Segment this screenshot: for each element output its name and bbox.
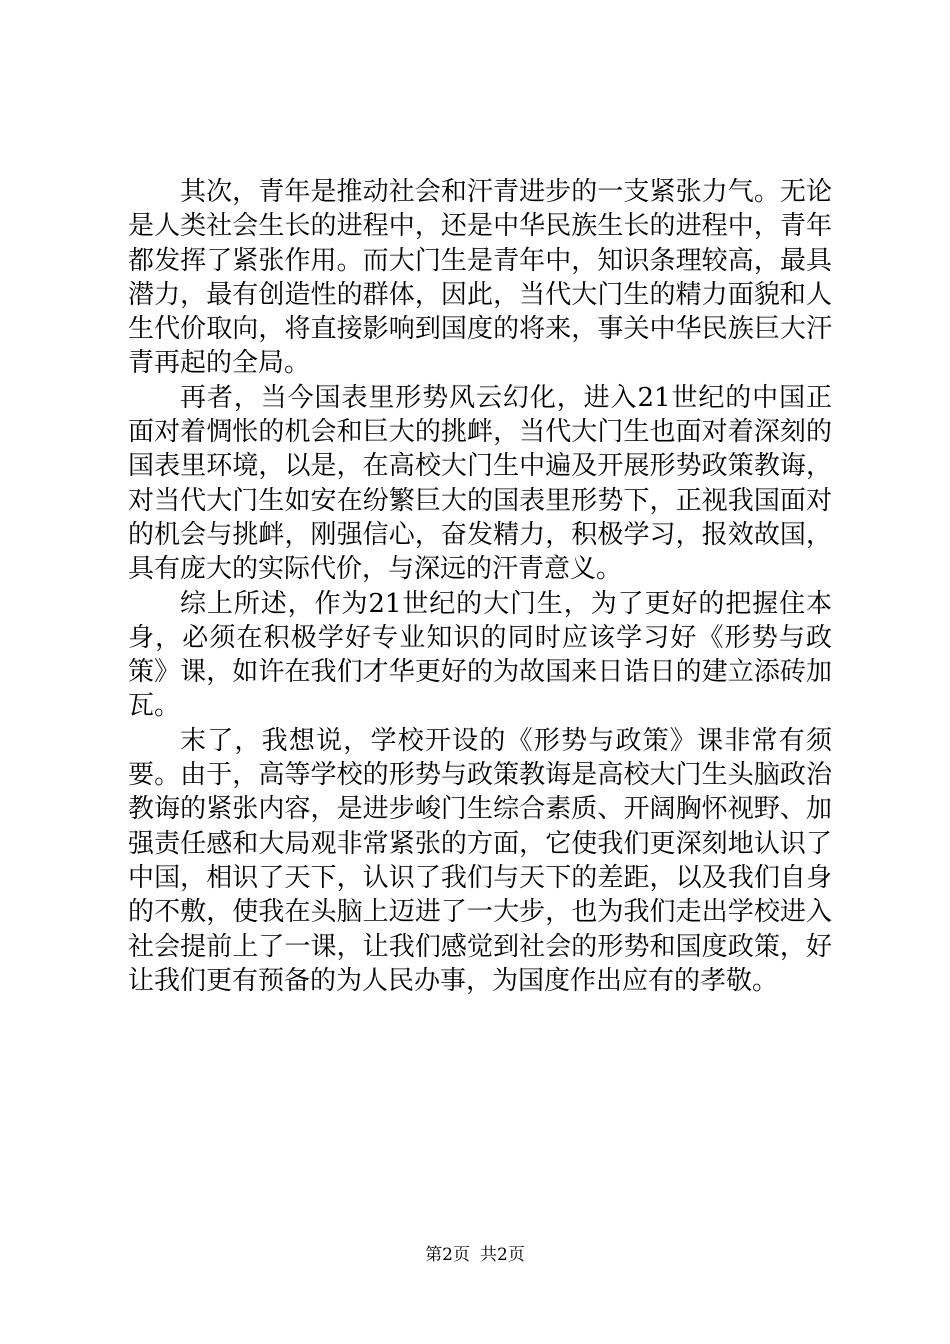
paragraph-1: 其次，青年是推动社会和汗青进步的一支紧张力气。无论是人类社会生长的进程中，还是中华民族生长的进程中，青年都发挥了紧张作用。而大门生是青年中，知识条理较高，最具潜力，最有创造性的群体，因此，当代大门生的精力面貌和人生代价取向，将直接影响到国度的将来，事关中华民族巨大汗青再起的全局。: [128, 177, 832, 379]
page-footer: [0, 1244, 950, 1266]
page-total: 共2页: [480, 1245, 525, 1265]
document-body: [128, 175, 832, 998]
paragraph-3: 综上所述，作为21世纪的大门生，为了更好的把握住本身，必须在积极学好专业知识的同时应该学习好《形势与政策》课，如许在我们才华更好的为故国来日诰日的建立添砖加瓦。: [128, 588, 832, 722]
paragraph-4: 末了，我想说，学校开设的《形势与政策》课非常有须要。由于，高等学校的形势与政策教诲是高校大门生头脑政治教诲的紧张内容，是进步峻门生综合素质、开阔胸怀视野、加强责任感和大局观非常紧张的方面，它使我们更深刻地认识了中国，相识了天下，认识了我们与天下的差距，以及我们自身的不敷，使我在头脑上迈进了一大步，也为我们走出学校进入社会提前上了一课，让我们感觉到社会的形势和国度政策，好让我们更有预备的为人民办事，为国度作出应有的孝敬。: [128, 725, 832, 996]
page-number: 第2页: [425, 1245, 470, 1265]
paragraph-2: 再者，当今国表里形势风云幻化，进入21世纪的中国正面对着惆怅的机会和巨大的挑衅，当代大门生也面对着深刻的国表里环境，以是，在高校大门生中遍及开展形势政策教诲，对当代大门生如安在纷繁巨大的国表里形势下，正视我国面对的机会与挑衅，刚强信心，奋发精力，积极学习，报效故国，具有庞大的实际代价，与深远的汗青意义。: [128, 382, 832, 585]
